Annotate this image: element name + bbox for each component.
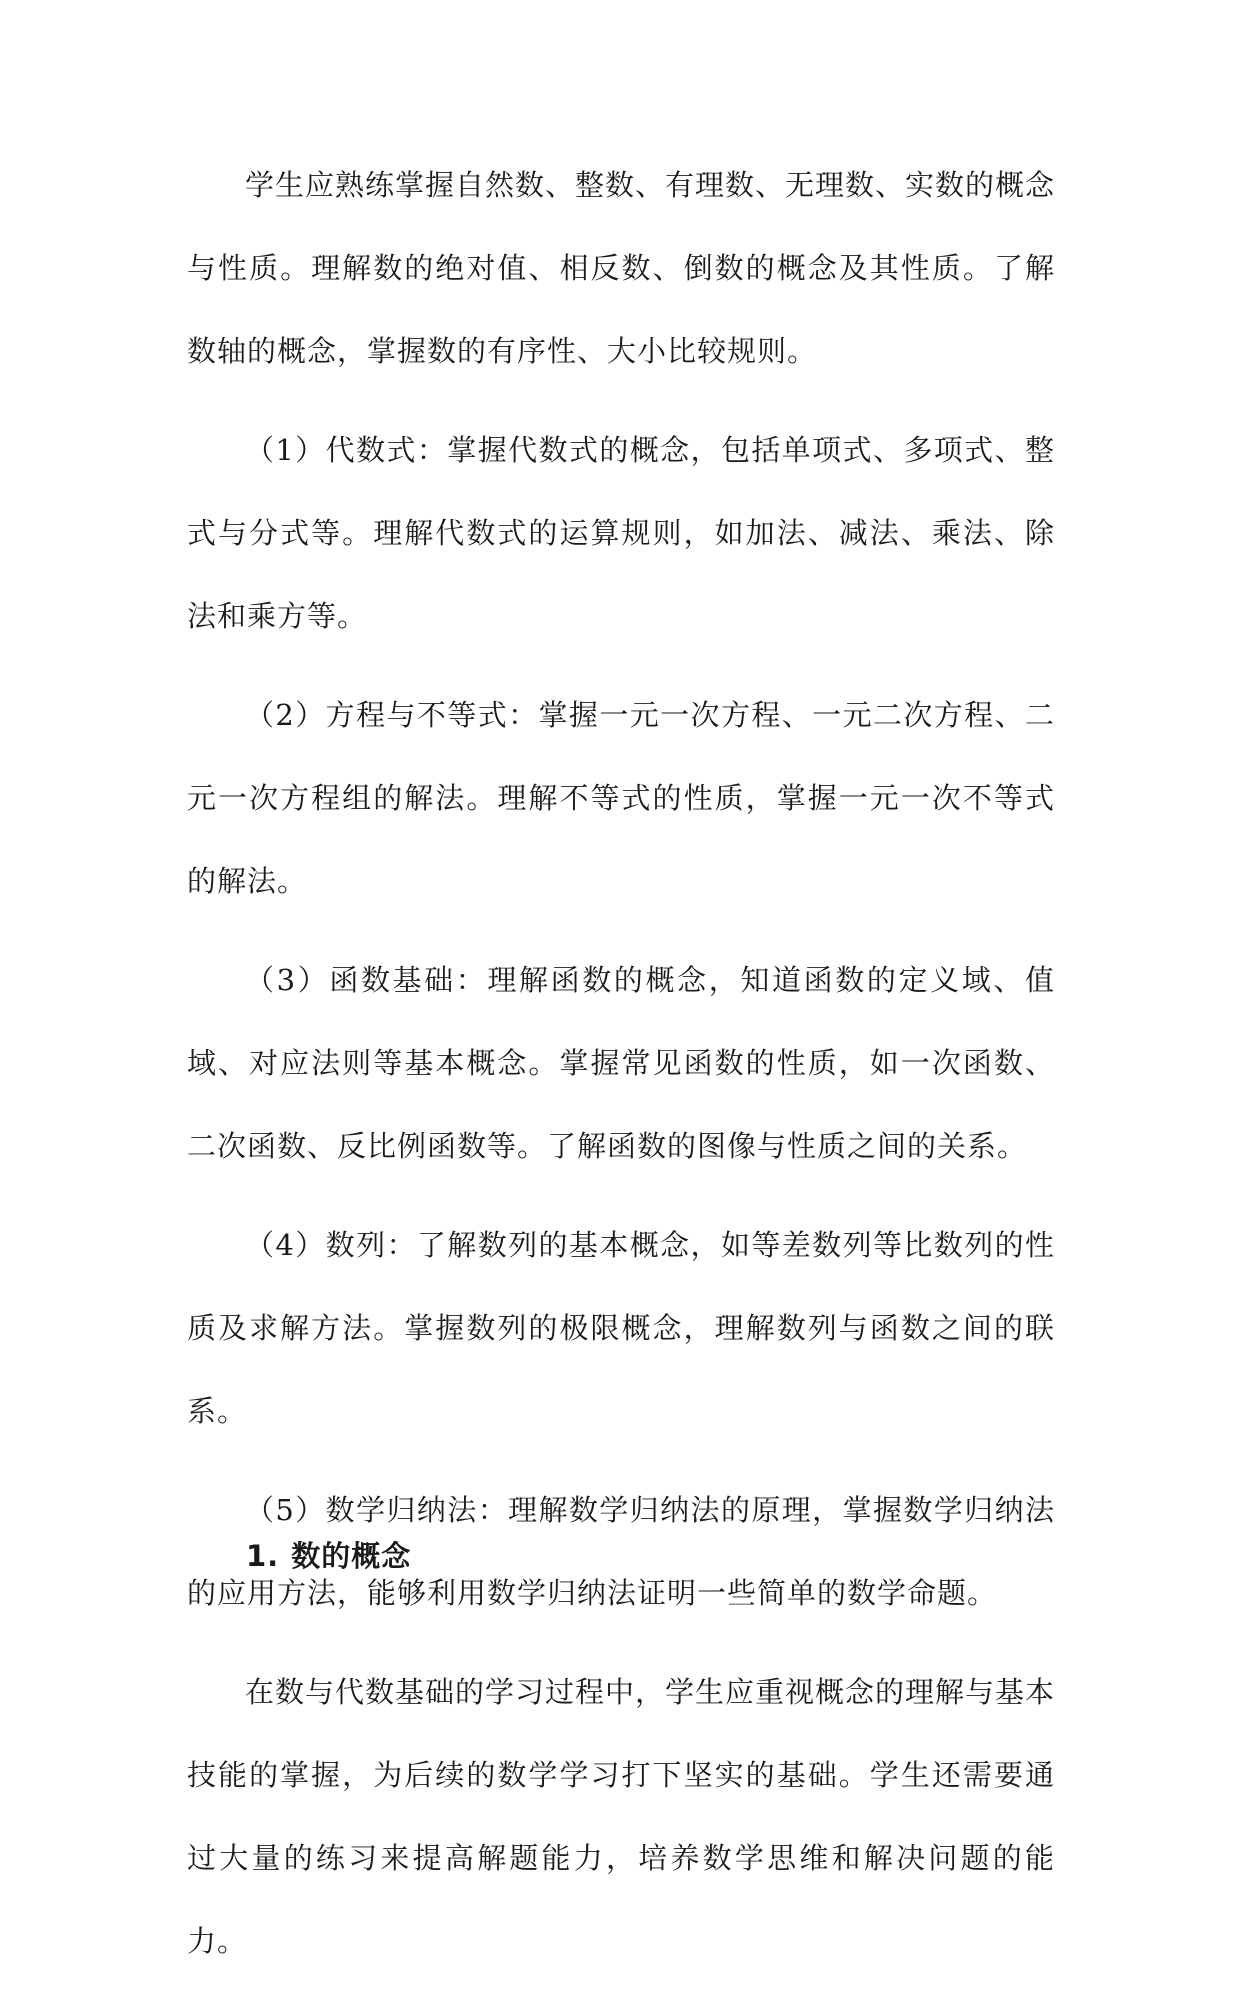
paragraph: 学生应熟练掌握自然数、整数、有理数、无理数、实数的概念与性质。理解数的绝对值、相反数、倒数的概念及其性质。了解数轴的概念，掌握数的有序性、大小比较规则。 [187, 168, 1056, 368]
section-number: 1. [246, 1539, 280, 1573]
paragraph: （4）数列：了解数列的基本概念，如等差数列等比数列的性质及求解方法。掌握数列的极限概念，理解数列与函数之间的联系。 [187, 1228, 1055, 1428]
paragraph: （1）代数式：掌握代数式的概念，包括单项式、多项式、整式与分式等。理解代数式的运算规则，如加法、减法、乘法、除法和乘方等。 [187, 433, 1055, 633]
section-heading [246, 1536, 411, 1576]
paragraph: （3）函数基础：理解函数的概念，知道函数的定义域、值域、对应法则等基本概念。掌握常见函数的性质，如一次函数、二次函数、反比例函数等。了解函数的图像与性质之间的关系。 [187, 963, 1055, 1163]
paragraph: （5）数学归纳法：理解数学归纳法的原理，掌握数学归纳法的应用方法，能够利用数学归纳法证明一些简单的数学命题。 [187, 1493, 1055, 1610]
section-title: 数的概念 [291, 1539, 412, 1573]
paragraph: （2）方程与不等式：掌握一元一次方程、一元二次方程、二元一次方程组的解法。理解不等式的性质，掌握一元一次不等式的解法。 [187, 698, 1055, 898]
paragraph: 在数与代数基础的学习过程中，学生应重视概念的理解与基本技能的掌握，为后续的数学学习打下坚实的基础。学生还需要通过大量的练习来提高解题能力，培养数学思维和解决问题的能力。 [187, 1675, 1056, 1958]
body-text [187, 144, 1055, 1999]
